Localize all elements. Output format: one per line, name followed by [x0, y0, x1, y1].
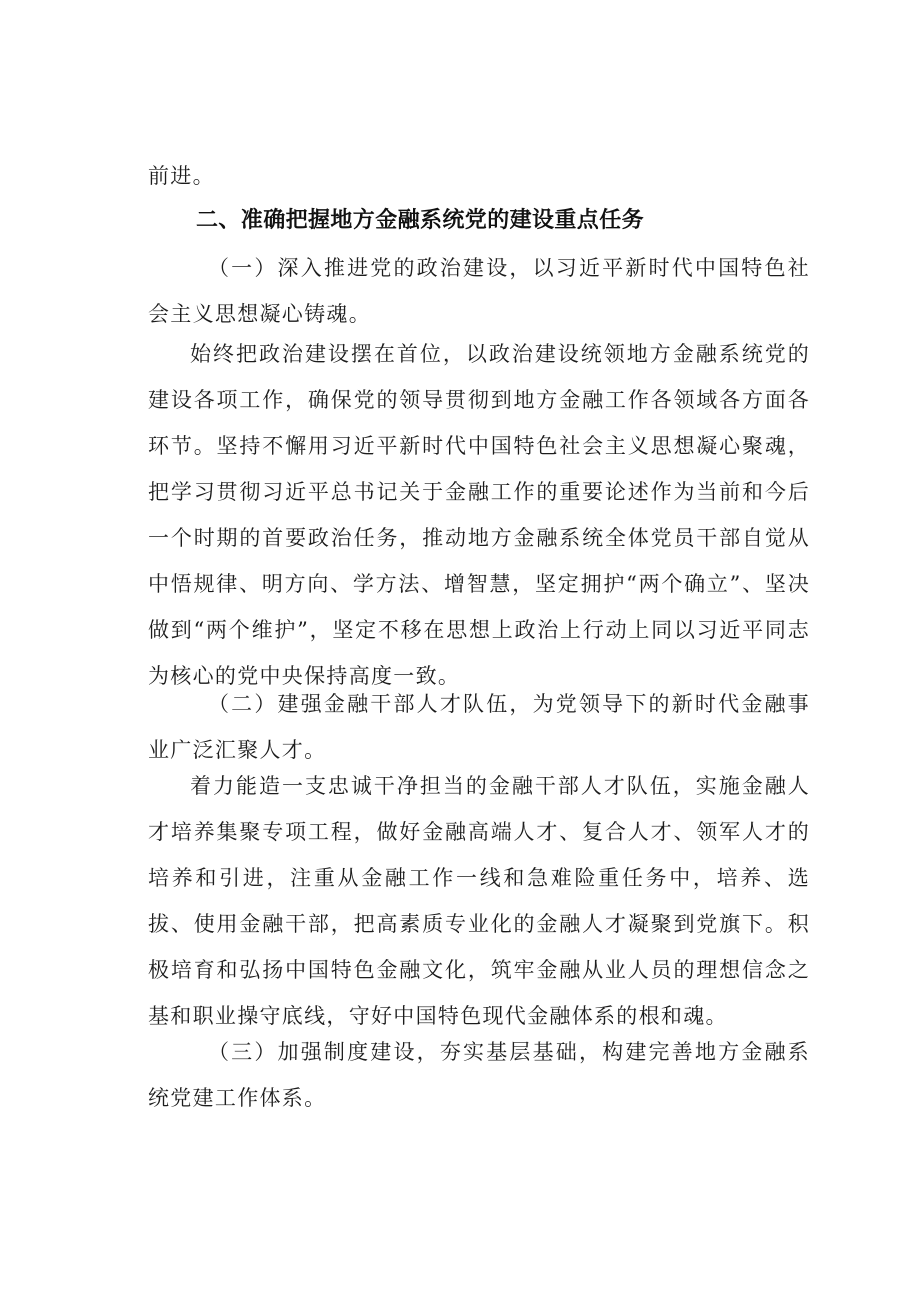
continuation-text: 前进。: [148, 164, 215, 188]
subsection-heading-3: （三）加强制度建设，夯实基层基础，构建完善地方金融系统党建工作体系。: [148, 1040, 810, 1110]
subsection-heading-1: （一）深入推进党的政治建设，以习近平新时代中国特色社会主义思想凝心铸魂。: [148, 256, 810, 326]
body-paragraph-1: 始终把政治建设摆在首位，以政治建设统领地方金融系统党的建设各项工作，确保党的领导贯彻到地方金融工作各领域各方面各环节。坚持不懈用习近平新时代中国特色社会主义思想凝心聚魂，把学习贯彻习近平总书记关于金融工作的重要论述作为当前和今后一个时期的首要政治任务，推动地方金融系统全体党员干部自觉从中悟规律、明方向、学方法、增智慧，坚定拥护“两个确立”、坚决做到“两个维护”，坚定不移在思想上政治上行动上同以习近平同志为核心的党中央保持高度一致。: [148, 342, 810, 688]
body-paragraph-2: 着力能造一支忠诚干净担当的金融干部人才队伍，实施金融人才培养集聚专项工程，做好金融高端人才、复合人才、领军人才的培养和引进，注重从金融工作一线和急难险重任务中，培养、选拔、使用金融干部，把高素质专业化的金融人才凝聚到党旗下。积极培育和弘扬中国特色金融文化，筑牢金融从业人员的理想信念之基和职业操守底线，守好中国特色现代金融体系的根和魂。: [148, 774, 810, 1028]
section-heading: 二、准确把握地方金融系统党的建设重点任务: [196, 208, 645, 233]
subsection-heading-2: （二）建强金融干部人才队伍，为党领导下的新时代金融事业广泛汇聚人才。: [148, 692, 810, 762]
